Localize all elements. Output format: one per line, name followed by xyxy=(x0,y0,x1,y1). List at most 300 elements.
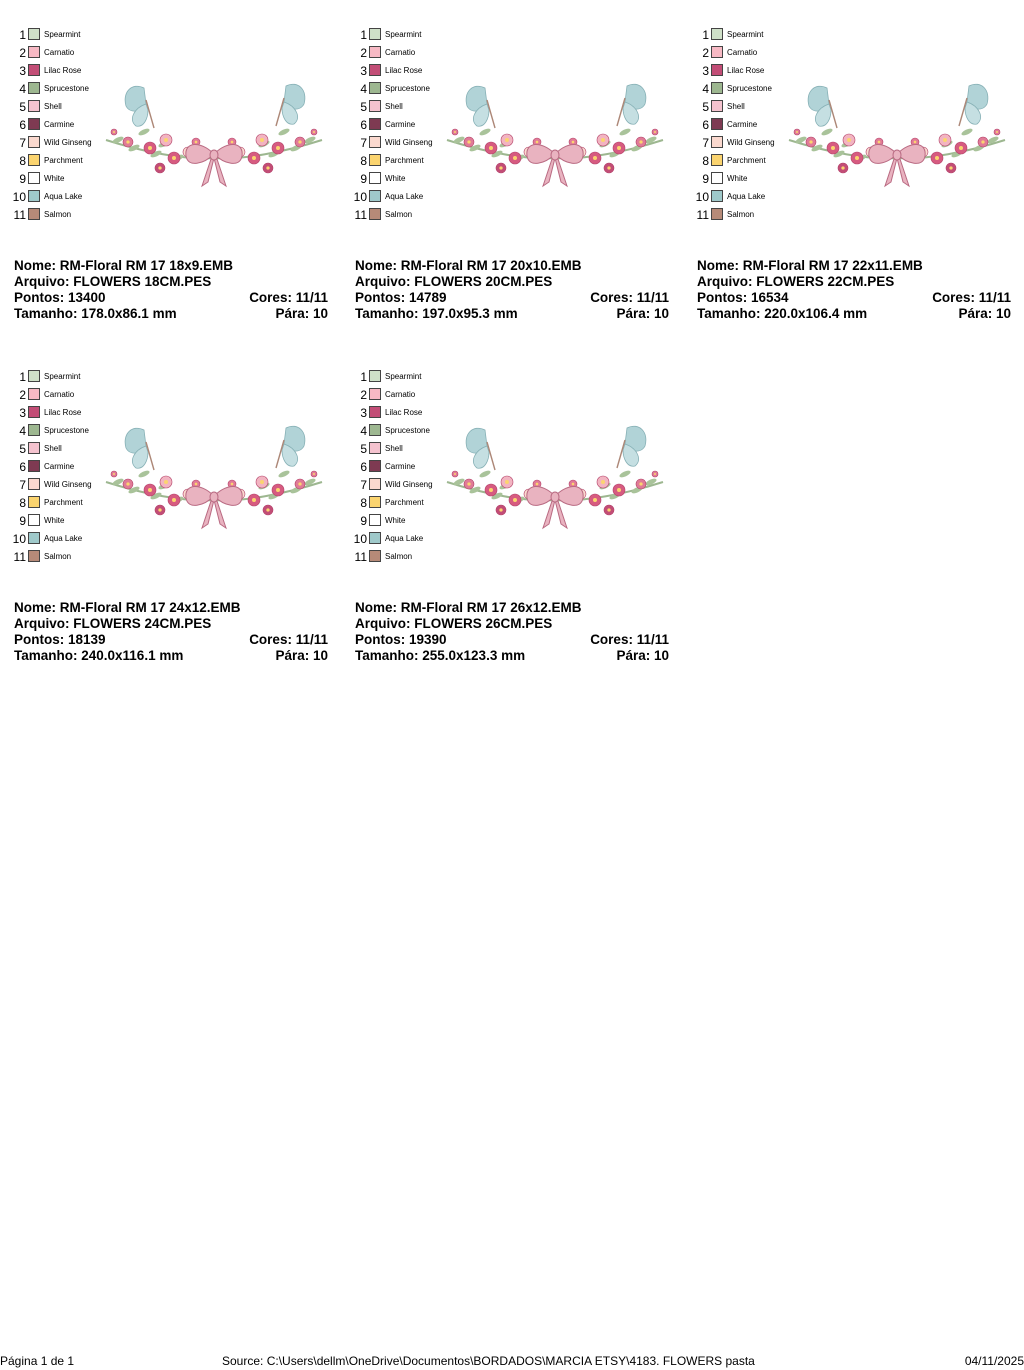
thread-number: 5 xyxy=(360,100,367,114)
bow xyxy=(527,144,583,186)
thread-row xyxy=(0,170,110,188)
thread-name: Carnatio xyxy=(727,48,758,57)
thread-number: 10 xyxy=(353,532,367,546)
design-card xyxy=(683,0,1011,321)
thread-swatch xyxy=(28,64,40,76)
thread-row xyxy=(0,440,110,458)
thread-row xyxy=(0,26,110,44)
thread-number: 10 xyxy=(353,190,367,204)
bow xyxy=(869,144,925,186)
color-count: Cores: 11/11 xyxy=(590,632,669,647)
thread-swatch xyxy=(369,172,381,184)
thread-row xyxy=(341,530,451,548)
thread-swatch xyxy=(369,28,381,40)
thread-name: Salmon xyxy=(385,552,413,561)
thread-row xyxy=(341,26,451,44)
thread-name: Salmon xyxy=(44,552,72,561)
thread-number: 11 xyxy=(354,208,367,222)
thread-row xyxy=(683,62,793,80)
thread-row xyxy=(0,116,110,134)
thread-row xyxy=(341,188,451,206)
design-card xyxy=(0,342,328,663)
thread-number: 9 xyxy=(19,514,26,528)
thread-name: Lilac Rose xyxy=(727,66,765,75)
thread-row xyxy=(341,494,451,512)
butterfly-right xyxy=(959,84,988,126)
design-file: Arquivo: FLOWERS 18CM.PES xyxy=(14,274,212,289)
thread-swatch xyxy=(28,190,40,202)
butterfly-left xyxy=(125,428,154,470)
thread-row xyxy=(341,170,451,188)
thread-row xyxy=(341,404,451,422)
thread-row xyxy=(341,98,451,116)
design-name: Nome: RM-Floral RM 17 24x12.EMB xyxy=(14,600,241,615)
info-row xyxy=(14,600,328,616)
butterfly-right xyxy=(276,426,305,468)
design-info xyxy=(697,258,1011,322)
thread-number: 11 xyxy=(354,550,367,564)
thread-swatch xyxy=(28,424,40,436)
thread-number: 3 xyxy=(702,64,709,78)
info-row xyxy=(355,306,669,322)
color-count: Cores: 11/11 xyxy=(932,290,1011,305)
thread-row xyxy=(0,386,110,404)
thread-row xyxy=(0,422,110,440)
thread-name: Aqua Lake xyxy=(44,192,83,201)
thread-row xyxy=(683,116,793,134)
embroidery-design-preview xyxy=(445,424,665,540)
footer-source-path: Source: C:\Users\dellm\OneDrive\Documentos\BORDADOS\MARCIA ETSY\4183. FLOWERS pasta xyxy=(222,1354,755,1368)
thread-name: Parchment xyxy=(44,156,83,165)
thread-swatch xyxy=(28,136,40,148)
thread-name: Spearmint xyxy=(385,30,422,39)
thread-swatch xyxy=(369,442,381,454)
thread-number: 1 xyxy=(360,370,367,384)
thread-number: 11 xyxy=(696,208,709,222)
design-info xyxy=(14,258,328,322)
design-file: Arquivo: FLOWERS 22CM.PES xyxy=(697,274,895,289)
color-count: Cores: 11/11 xyxy=(590,290,669,305)
embroidery-design-preview xyxy=(104,82,324,198)
thread-swatch xyxy=(711,118,723,130)
thread-swatch xyxy=(369,388,381,400)
thread-row xyxy=(683,152,793,170)
thread-name: Carmine xyxy=(385,462,416,471)
thread-swatch xyxy=(28,478,40,490)
thread-number: 4 xyxy=(360,82,367,96)
thread-name: Salmon xyxy=(385,210,413,219)
info-row xyxy=(697,290,1011,306)
info-row xyxy=(697,258,1011,274)
thread-number: 1 xyxy=(19,28,26,42)
thread-number: 5 xyxy=(360,442,367,456)
design-file: Arquivo: FLOWERS 24CM.PES xyxy=(14,616,212,631)
thread-row xyxy=(683,134,793,152)
thread-number: 9 xyxy=(360,514,367,528)
design-info xyxy=(355,600,669,664)
thread-name: Shell xyxy=(727,102,745,111)
thread-row xyxy=(0,512,110,530)
thread-number: 11 xyxy=(13,550,26,564)
thread-name: Wild Ginseng xyxy=(727,138,775,147)
thread-swatch xyxy=(711,82,723,94)
thread-name: Spearmint xyxy=(44,30,81,39)
design-name: Nome: RM-Floral RM 17 26x12.EMB xyxy=(355,600,582,615)
thread-swatch xyxy=(369,478,381,490)
thread-number: 1 xyxy=(19,370,26,384)
thread-name: Carmine xyxy=(385,120,416,129)
thread-row xyxy=(341,422,451,440)
thread-row xyxy=(341,512,451,530)
thread-row xyxy=(341,44,451,62)
info-row xyxy=(355,274,669,290)
thread-number: 7 xyxy=(360,136,367,150)
thread-row xyxy=(341,116,451,134)
thread-name: Sprucestone xyxy=(385,426,430,435)
thread-swatch xyxy=(369,46,381,58)
thread-swatch xyxy=(711,154,723,166)
thread-number: 2 xyxy=(19,388,26,402)
design-card xyxy=(341,0,669,321)
stops-count: Pára: 10 xyxy=(616,648,669,663)
thread-row xyxy=(0,458,110,476)
design-info xyxy=(14,600,328,664)
thread-name: Wild Ginseng xyxy=(44,480,92,489)
thread-swatch xyxy=(369,190,381,202)
thread-color-legend xyxy=(341,368,451,566)
thread-swatch xyxy=(28,442,40,454)
thread-number: 7 xyxy=(360,478,367,492)
design-name: Nome: RM-Floral RM 17 20x10.EMB xyxy=(355,258,582,273)
thread-color-legend xyxy=(683,26,793,224)
butterfly-right xyxy=(617,426,646,468)
thread-swatch xyxy=(369,136,381,148)
info-row xyxy=(355,258,669,274)
thread-number: 2 xyxy=(360,46,367,60)
thread-number: 2 xyxy=(702,46,709,60)
thread-row xyxy=(341,440,451,458)
thread-row xyxy=(0,404,110,422)
color-count: Cores: 11/11 xyxy=(249,290,328,305)
info-row xyxy=(14,648,328,664)
design-card xyxy=(341,342,669,663)
thread-swatch xyxy=(369,550,381,562)
embroidery-design-preview xyxy=(787,82,1007,198)
thread-name: Parchment xyxy=(385,498,424,507)
thread-name: Spearmint xyxy=(727,30,764,39)
thread-swatch xyxy=(28,172,40,184)
thread-swatch xyxy=(369,64,381,76)
thread-row xyxy=(0,134,110,152)
footer-date: 04/11/2025 xyxy=(964,1354,1024,1368)
thread-swatch xyxy=(369,154,381,166)
design-size: Tamanho: 255.0x123.3 mm xyxy=(355,648,526,663)
butterfly-right xyxy=(276,84,305,126)
info-row xyxy=(355,632,669,648)
thread-name: Carnatio xyxy=(44,390,75,399)
thread-swatch xyxy=(369,100,381,112)
thread-swatch xyxy=(369,424,381,436)
thread-row xyxy=(683,80,793,98)
thread-number: 3 xyxy=(360,406,367,420)
thread-row xyxy=(0,206,110,224)
design-size: Tamanho: 197.0x95.3 mm xyxy=(355,306,518,321)
thread-swatch xyxy=(711,172,723,184)
thread-swatch xyxy=(28,496,40,508)
thread-row xyxy=(0,188,110,206)
thread-row xyxy=(0,476,110,494)
thread-name: Spearmint xyxy=(385,372,422,381)
thread-swatch xyxy=(28,100,40,112)
thread-name: Lilac Rose xyxy=(385,66,423,75)
thread-swatch xyxy=(369,118,381,130)
thread-number: 4 xyxy=(19,82,26,96)
thread-number: 4 xyxy=(360,424,367,438)
thread-name: Spearmint xyxy=(44,372,81,381)
thread-name: Carmine xyxy=(44,120,75,129)
thread-number: 6 xyxy=(360,460,367,474)
thread-swatch xyxy=(711,28,723,40)
thread-row xyxy=(0,44,110,62)
color-count: Cores: 11/11 xyxy=(249,632,328,647)
thread-swatch xyxy=(28,46,40,58)
info-row xyxy=(14,616,328,632)
thread-number: 2 xyxy=(19,46,26,60)
thread-number: 3 xyxy=(19,406,26,420)
thread-swatch xyxy=(369,496,381,508)
design-size: Tamanho: 220.0x106.4 mm xyxy=(697,306,868,321)
thread-swatch xyxy=(711,64,723,76)
thread-name: Shell xyxy=(44,444,62,453)
thread-name: White xyxy=(385,174,406,183)
thread-number: 10 xyxy=(12,532,26,546)
thread-name: White xyxy=(727,174,748,183)
stops-count: Pára: 10 xyxy=(275,306,328,321)
thread-swatch xyxy=(28,514,40,526)
thread-number: 1 xyxy=(360,28,367,42)
butterfly-right xyxy=(617,84,646,126)
design-file: Arquivo: FLOWERS 20CM.PES xyxy=(355,274,553,289)
thread-row xyxy=(683,26,793,44)
thread-number: 9 xyxy=(702,172,709,186)
thread-row xyxy=(0,494,110,512)
info-row xyxy=(14,258,328,274)
thread-row xyxy=(0,368,110,386)
thread-swatch xyxy=(369,82,381,94)
thread-row xyxy=(341,152,451,170)
thread-row xyxy=(0,80,110,98)
thread-number: 6 xyxy=(19,460,26,474)
thread-swatch xyxy=(28,532,40,544)
info-row xyxy=(355,616,669,632)
bow xyxy=(186,144,242,186)
thread-name: Aqua Lake xyxy=(727,192,766,201)
thread-number: 9 xyxy=(19,172,26,186)
thread-number: 3 xyxy=(360,64,367,78)
thread-swatch xyxy=(369,532,381,544)
thread-row xyxy=(0,98,110,116)
thread-swatch xyxy=(711,190,723,202)
design-name: Nome: RM-Floral RM 17 18x9.EMB xyxy=(14,258,234,273)
thread-row xyxy=(341,134,451,152)
thread-name: White xyxy=(44,174,65,183)
thread-name: Sprucestone xyxy=(44,84,89,93)
thread-swatch xyxy=(28,406,40,418)
info-row xyxy=(697,274,1011,290)
thread-name: Lilac Rose xyxy=(44,66,82,75)
embroidery-design-preview xyxy=(104,424,324,540)
thread-number: 4 xyxy=(702,82,709,96)
thread-row xyxy=(683,206,793,224)
thread-swatch xyxy=(711,100,723,112)
stitch-count: Pontos: 18139 xyxy=(14,632,106,647)
thread-name: Wild Ginseng xyxy=(385,138,433,147)
design-name: Nome: RM-Floral RM 17 22x11.EMB xyxy=(697,258,923,273)
thread-name: Parchment xyxy=(727,156,766,165)
thread-swatch xyxy=(711,208,723,220)
thread-row xyxy=(683,188,793,206)
stops-count: Pára: 10 xyxy=(616,306,669,321)
thread-swatch xyxy=(369,406,381,418)
thread-name: Carmine xyxy=(44,462,75,471)
thread-name: Shell xyxy=(385,102,403,111)
thread-row xyxy=(0,152,110,170)
thread-name: Salmon xyxy=(44,210,72,219)
stitch-count: Pontos: 19390 xyxy=(355,632,447,647)
thread-number: 5 xyxy=(19,100,26,114)
design-size: Tamanho: 178.0x86.1 mm xyxy=(14,306,177,321)
thread-name: Carnatio xyxy=(385,48,416,57)
design-card xyxy=(0,0,328,321)
thread-number: 7 xyxy=(19,478,26,492)
thread-row xyxy=(341,476,451,494)
thread-name: Lilac Rose xyxy=(385,408,423,417)
thread-row xyxy=(341,386,451,404)
thread-color-legend xyxy=(0,368,110,566)
thread-number: 6 xyxy=(702,118,709,132)
thread-row xyxy=(683,44,793,62)
bow xyxy=(527,486,583,528)
thread-swatch xyxy=(369,514,381,526)
thread-swatch xyxy=(28,82,40,94)
thread-number: 2 xyxy=(360,388,367,402)
info-row xyxy=(14,274,328,290)
thread-row xyxy=(341,80,451,98)
thread-name: Carmine xyxy=(727,120,758,129)
thread-number: 11 xyxy=(13,208,26,222)
thread-number: 8 xyxy=(19,154,26,168)
bow xyxy=(186,486,242,528)
thread-number: 8 xyxy=(360,154,367,168)
footer-page-number: Página 1 de 1 xyxy=(0,1354,75,1368)
thread-number: 7 xyxy=(702,136,709,150)
thread-swatch xyxy=(28,550,40,562)
butterfly-left xyxy=(466,86,495,128)
thread-number: 6 xyxy=(360,118,367,132)
stitch-count: Pontos: 13400 xyxy=(14,290,106,305)
butterfly-left xyxy=(808,86,837,128)
info-row xyxy=(697,306,1011,322)
thread-name: White xyxy=(44,516,65,525)
thread-number: 8 xyxy=(360,496,367,510)
info-row xyxy=(355,290,669,306)
thread-row xyxy=(0,530,110,548)
thread-name: Shell xyxy=(44,102,62,111)
thread-row xyxy=(683,98,793,116)
thread-number: 10 xyxy=(12,190,26,204)
thread-color-legend xyxy=(0,26,110,224)
design-size: Tamanho: 240.0x116.1 mm xyxy=(14,648,184,663)
thread-swatch xyxy=(369,208,381,220)
butterfly-left xyxy=(466,428,495,470)
stitch-count: Pontos: 16534 xyxy=(697,290,789,305)
thread-name: Parchment xyxy=(44,498,83,507)
thread-number: 8 xyxy=(19,496,26,510)
thread-swatch xyxy=(711,46,723,58)
thread-number: 5 xyxy=(19,442,26,456)
thread-number: 10 xyxy=(695,190,709,204)
thread-number: 4 xyxy=(19,424,26,438)
thread-name: White xyxy=(385,516,406,525)
thread-swatch xyxy=(28,118,40,130)
butterfly-left xyxy=(125,86,154,128)
thread-name: Sprucestone xyxy=(385,84,430,93)
thread-color-legend xyxy=(341,26,451,224)
thread-swatch xyxy=(28,460,40,472)
thread-row xyxy=(0,62,110,80)
thread-name: Lilac Rose xyxy=(44,408,82,417)
thread-number: 3 xyxy=(19,64,26,78)
thread-name: Wild Ginseng xyxy=(385,480,433,489)
thread-name: Aqua Lake xyxy=(385,192,424,201)
thread-swatch xyxy=(369,460,381,472)
thread-swatch xyxy=(28,154,40,166)
thread-number: 5 xyxy=(702,100,709,114)
thread-row xyxy=(341,458,451,476)
design-file: Arquivo: FLOWERS 26CM.PES xyxy=(355,616,553,631)
thread-row xyxy=(341,368,451,386)
thread-number: 8 xyxy=(702,154,709,168)
info-row xyxy=(14,290,328,306)
thread-row xyxy=(341,548,451,566)
info-row xyxy=(355,648,669,664)
stitch-count: Pontos: 14789 xyxy=(355,290,447,305)
thread-number: 6 xyxy=(19,118,26,132)
thread-swatch xyxy=(28,208,40,220)
stops-count: Pára: 10 xyxy=(958,306,1011,321)
thread-number: 9 xyxy=(360,172,367,186)
stops-count: Pára: 10 xyxy=(275,648,328,663)
thread-row xyxy=(341,206,451,224)
thread-row xyxy=(683,170,793,188)
thread-name: Sprucestone xyxy=(44,426,89,435)
thread-swatch xyxy=(369,370,381,382)
info-row xyxy=(355,600,669,616)
thread-name: Parchment xyxy=(385,156,424,165)
info-row xyxy=(14,306,328,322)
thread-name: Shell xyxy=(385,444,403,453)
thread-name: Carnatio xyxy=(385,390,416,399)
thread-name: Carnatio xyxy=(44,48,75,57)
thread-number: 7 xyxy=(19,136,26,150)
thread-number: 1 xyxy=(702,28,709,42)
thread-swatch xyxy=(28,370,40,382)
thread-swatch xyxy=(711,136,723,148)
thread-swatch xyxy=(28,28,40,40)
info-row xyxy=(14,632,328,648)
thread-name: Salmon xyxy=(727,210,755,219)
thread-swatch xyxy=(28,388,40,400)
